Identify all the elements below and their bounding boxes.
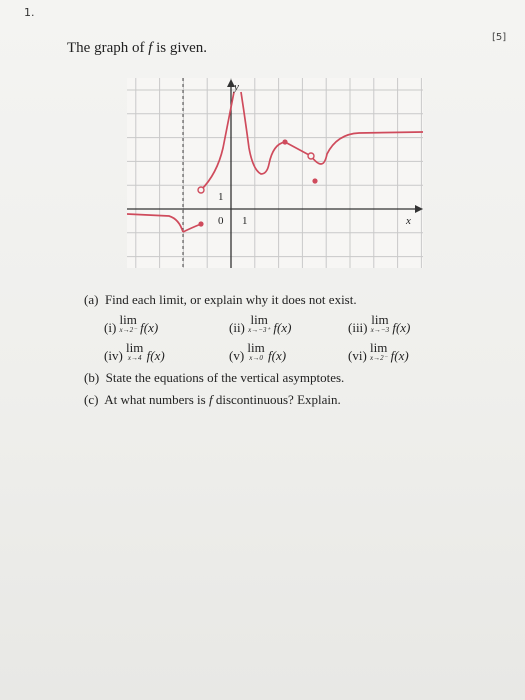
part-b-label: (b) <box>84 370 100 385</box>
limit-label: (iii) <box>348 320 368 335</box>
intro-prefix: The graph of <box>67 40 149 56</box>
x-axis-label: x <box>406 215 411 227</box>
limits-row-2 <box>84 340 409 369</box>
part-a-heading <box>84 291 357 313</box>
limit-label: (vi) <box>348 348 367 363</box>
limit-operator <box>248 313 270 334</box>
limit-item <box>348 313 410 337</box>
part-c <box>84 391 357 413</box>
open-point-dip <box>308 153 314 159</box>
lim-word: lim <box>126 340 144 355</box>
lim-subscript: x→−3⁺ <box>248 326 271 334</box>
limit-operator <box>370 341 387 362</box>
part-b <box>84 369 357 391</box>
part-a-text: Find each limit, or explain why it does not exist. <box>104 292 357 307</box>
part-b-text: State the equations of the vertical asymptotes. <box>105 370 345 385</box>
y-axis-label: y <box>234 81 239 93</box>
origin-label: 0 <box>218 215 224 227</box>
limit-label: (ii) <box>229 320 245 335</box>
lim-word: lim <box>247 340 265 355</box>
limit-operator <box>126 341 143 362</box>
limit-label: (i) <box>104 320 117 335</box>
closed-point-below <box>312 178 317 183</box>
lim-subscript: x→4 <box>127 354 142 362</box>
marks-label: [5] <box>492 32 507 43</box>
limit-label: (v) <box>229 348 245 363</box>
y-tick-label: 1 <box>218 191 224 203</box>
limit-item <box>229 341 286 365</box>
question-number: 1. <box>24 6 35 19</box>
limit-operator <box>247 341 264 362</box>
limit-operator <box>120 313 137 334</box>
open-point-left <box>198 187 204 193</box>
graph-background <box>127 78 423 268</box>
question-parts <box>84 291 411 413</box>
limit-expression: f(x) <box>390 348 409 363</box>
part-c-label: (c) <box>84 392 99 407</box>
limit-expression: f(x) <box>140 320 159 335</box>
limit-expression: f(x) <box>273 320 292 335</box>
intro-suffix: is given. <box>152 40 207 56</box>
closed-point-peak <box>282 139 287 144</box>
question-intro <box>67 40 207 57</box>
limit-expression: f(x) <box>392 320 411 335</box>
limit-expression: f(x) <box>146 348 165 363</box>
closed-point-left <box>198 221 203 226</box>
intro-function-name: f <box>148 40 153 56</box>
lim-subscript: x→2⁻ <box>119 326 137 334</box>
part-a-label: (a) <box>84 292 99 307</box>
lim-word: lim <box>250 312 268 327</box>
limit-item <box>104 341 165 365</box>
function-graph <box>127 78 423 268</box>
limit-expression: f(x) <box>268 348 287 363</box>
part-c-prefix: At what numbers is <box>104 392 209 407</box>
lim-word: lim <box>370 340 388 355</box>
lim-subscript: x→0 <box>249 354 263 362</box>
x-tick-label: 1 <box>242 215 248 227</box>
part-c-function-name: f <box>208 392 213 407</box>
lim-subscript: x→−3 <box>370 326 390 334</box>
limit-label: (iv) <box>104 348 123 363</box>
limit-item <box>229 313 291 337</box>
limit-operator <box>371 313 389 334</box>
lim-word: lim <box>371 312 389 327</box>
lim-subscript: x→2⁻ <box>370 354 388 362</box>
limit-item <box>348 341 409 365</box>
lim-word: lim <box>119 312 137 327</box>
limits-row-1 <box>84 312 411 341</box>
part-c-suffix: discontinuous? Explain. <box>212 392 341 407</box>
limit-item <box>104 313 158 337</box>
